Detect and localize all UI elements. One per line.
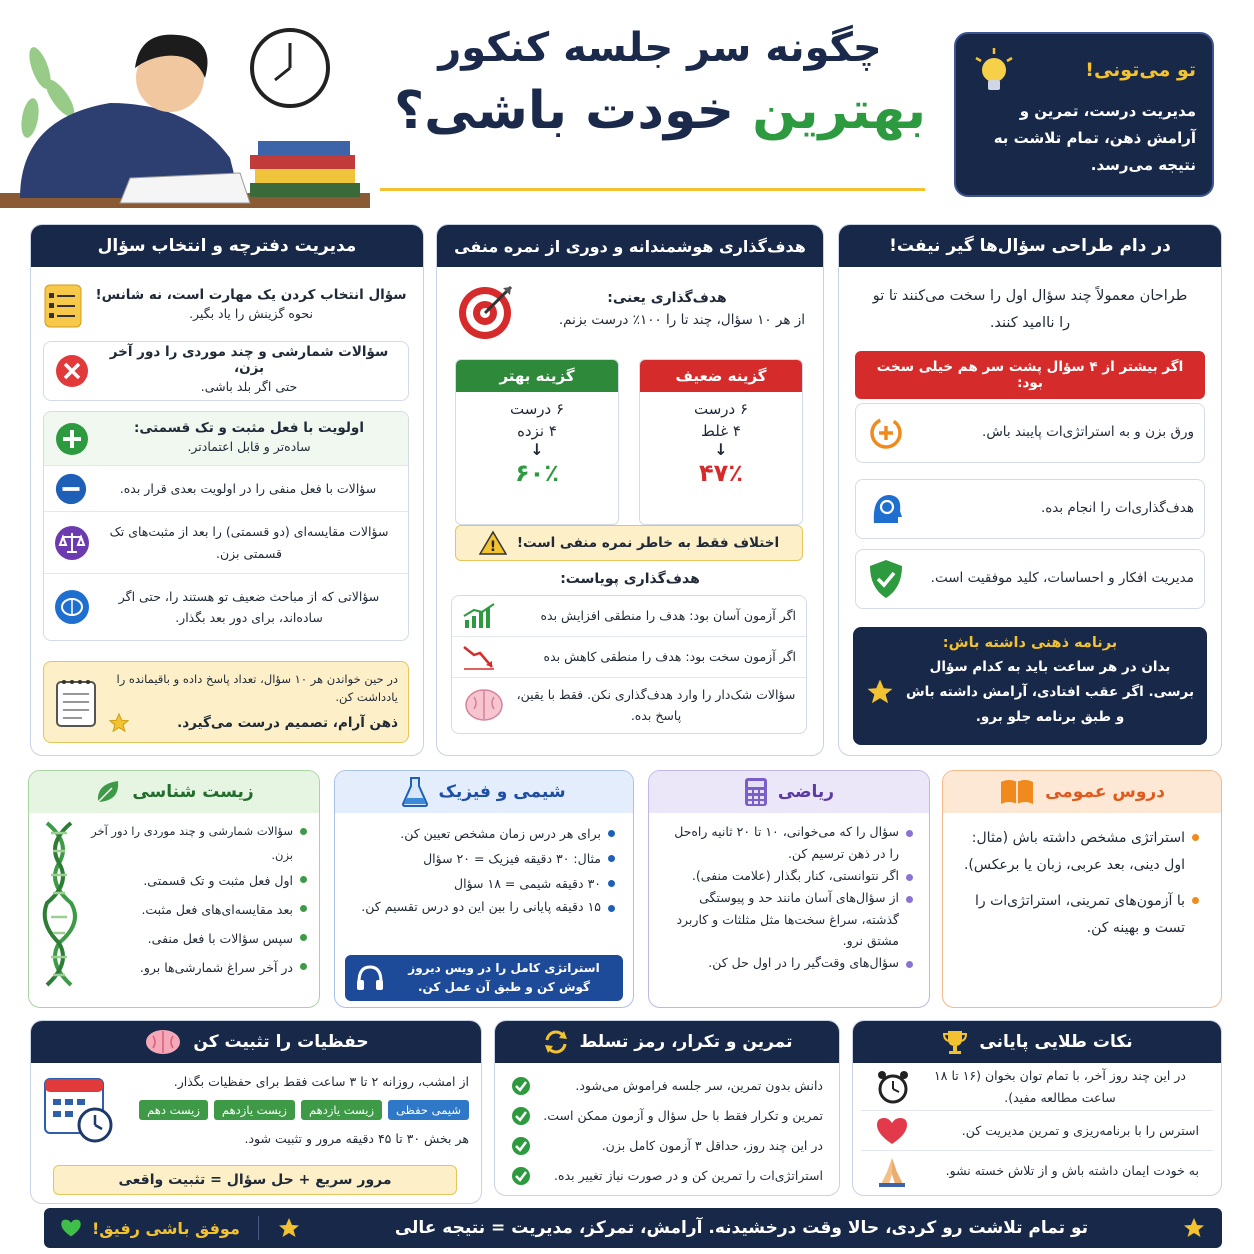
page-title [380,24,940,146]
praying-hands-icon [875,1154,909,1188]
memory-card [30,1020,482,1204]
practice-item-2-text: تمرین و تکرار فقط با حل سؤال و آزمون ممکن است. [543,1108,823,1124]
memory-tags [127,1100,469,1120]
mental-plan-box [853,627,1207,745]
dyn-item-1 [452,596,806,637]
pr-item-3-text: سؤالاتی که از مباحث ضعیف تو هستند را، حتی اگر ساده‌اند، برای دور بعد بگذار. [118,588,380,625]
practice-item-1-text: دانش بدون تمرین، سر جلسه فراموش می‌شود. [575,1078,823,1094]
chem-list [335,813,633,927]
alarm-clock-icon [875,1069,911,1105]
mind-head-icon [866,489,906,529]
priority-item-1 [44,466,408,512]
shield-check-icon [866,558,906,600]
dyn-list [451,595,807,734]
practice-item-4-text: استراتژی‌ات را تمرین کن و در صورت نیاز تغییر بده. [554,1168,823,1184]
dyn-item-2-text: اگر آزمون سخت بود: هدف را منطقی کاهش بده [543,649,796,665]
trap-item-1 [855,403,1205,463]
golden-head [853,1021,1221,1063]
booklet-card-title: مدیریت دفترچه و انتخاب سؤال [31,225,423,267]
pr-item-2-text: سؤالات مقایسه‌ای (دو قسمتی) را بعد از مثبت‌های تک قسمتی بزن. [109,524,389,561]
general-title: دروس عمومی [1045,782,1165,802]
pr-text: ساده‌تر و قابل اعتمادتر. [187,438,311,454]
bio-item-1: سؤالات شمارشی و چند موردی را دور آخر بزن. [89,819,309,867]
golden-item-1-text: در این چند روز آخر، با تمام توان بخوان (۱۶ تا ۱۸ ساعت مطالعه مفید). [934,1068,1186,1105]
title-rest: خودت باشی؟ [394,81,735,141]
practice-title: تمرین و تکرار، رمز تسلط [579,1032,793,1052]
general-card [942,770,1222,1008]
checklist-icon [43,283,83,329]
practice-item-1 [511,1071,823,1101]
practice-item-3 [511,1131,823,1161]
tip-box [954,32,1214,197]
bio-item-4: سپس سؤالات با فعل منفی. [89,925,309,954]
math-item-4: سؤال‌های وقت‌گیر را در اول حل کن. [663,952,915,974]
trap-item-2 [855,479,1205,539]
calculator-icon [744,777,768,807]
warning-icon [479,530,507,556]
dyn-item-3 [452,678,806,733]
flask-icon [402,776,428,808]
memory-head [31,1021,481,1063]
dyn-title: هدف‌گذاری پویاست: [560,571,700,587]
golden-item-2-text: استرس را با برنامه‌ریزی و تمرین مدیریت کن. [961,1122,1199,1138]
memory-tag-3: زیست یازدهم [214,1100,295,1120]
general-item-1: استراتژی مشخص داشته باش (مثال: اول دینی، بعد عربی، زبان یا برعکس). [963,825,1201,880]
note-text: در حین خواندن هر ۱۰ سؤال، تعداد پاسخ داده و باقیمانده را یادداشت کن. [116,671,398,704]
booklet-item-1 [43,277,409,335]
hero-illustration [0,8,370,208]
priority-list [43,411,409,641]
chem-item-1: برای هر درس زمان مشخص تعیین کن. [351,821,617,846]
general-list [943,813,1221,954]
better-l1: ۶ درست [509,400,565,418]
dyn-item-1-text: اگر آزمون آسان بود: هدف را منطقی افزایش بده [540,608,796,624]
better-l2: ۴ نزده [517,422,557,440]
priority-head [44,412,408,466]
plan-text: بدان در هر ساعت باید به کدام سؤال برسی. اگر عقب افتادی، آرامش داشته باش و طبق برنامه جلو برو. [905,659,1195,725]
booklet-card [30,224,424,756]
i1-bold: سؤال انتخاب کردن یک مهارت است، نه شانس! [95,287,407,304]
practice-card [494,1020,840,1196]
note-box [43,661,409,743]
goal-definition [437,267,823,349]
i1-text: نحوه گزینش را یاد بگیر. [189,306,313,322]
math-item-1: سؤال را که می‌خوانی، ۱۰ تا ۲۰ ثانیه راه‌حل را در ذهن ترسیم کن. [663,821,915,865]
tip-text: مدیریت درست، تمرین و آرامش ذهن، تمام تلاشت به نتیجه می‌رسد. [993,102,1196,174]
check-icon [511,1136,531,1156]
memory-text2: هر بخش ۳۰ تا ۴۵ دقیقه مرور و تثبیت شود. [244,1131,469,1147]
brain-circle-icon [54,589,90,625]
chem-item-4: ۱۵ دقیقه پایانی را بین این دو درس تقسیم کن. [351,896,617,919]
bio-item-2: اول فعل مثبت و تک قسمتی. [89,867,309,896]
scale-icon [54,525,90,561]
golden-item-1 [861,1063,1213,1111]
footer-side: موفق باشی رفیق! [92,1218,240,1238]
plus-circle-icon [54,421,90,457]
better-result: ۶۰٪ [515,459,559,487]
svg-text:!: ! [489,539,497,555]
notepad-icon [54,676,98,728]
check-icon [511,1076,531,1096]
target-icon [455,279,519,343]
weak-l1: ۶ درست [693,400,749,418]
plan-title: برنامه ذهنی داشته باش: [942,635,1118,651]
dyn-item-3-text: سؤالات شک‌دار را وارد هدف‌گذاری نکن. فقط با یقین، پاسخ بده. [516,687,796,724]
bio-item-3: بعد مقایسه‌ای‌های فعل مثبت. [89,896,309,925]
math-list [649,813,929,982]
pr-bold: اولویت با فعل مثبت و تک قسمتی: [134,419,364,436]
minus-circle-icon [54,472,88,506]
trap-intro: طراحان معمولاً چند سؤال اول را سخت می‌کنند تا تو را ناامید کنند. [872,288,1188,331]
def-title: هدف‌گذاری یعنی: [607,290,727,307]
brain-pink-icon [143,1027,183,1057]
refresh-plus-icon [866,413,906,453]
footer-star-icon-2 [277,1216,301,1240]
golden-item-2 [861,1111,1213,1151]
golden-card [852,1020,1222,1196]
x-circle-icon [54,353,90,389]
star-icon [865,677,895,707]
trap-card [838,224,1222,756]
note-bold: ذهن آرام، تصمیم درست می‌گیرد. [177,715,398,732]
check-icon [511,1106,531,1126]
chart-up-icon [462,602,496,630]
footer-bar [44,1208,1222,1248]
better-arrow: ↓ [530,440,544,459]
dyn-item-2 [452,637,806,678]
voice-banner[interactable] [345,955,623,1001]
practice-item-2 [511,1101,823,1131]
title-line1: چگونه سر جلسه کنکور [438,25,882,71]
def-text: از هر ۱۰ سؤال، چند تا را ۱۰۰٪ درست بزنم. [558,312,805,329]
booklet-item-2 [43,341,409,401]
memory-tag-2: زیست یازدهم [301,1100,382,1120]
bio-title: زیست شناسی [132,782,254,802]
trophy-icon [941,1028,969,1056]
calendar-clock-icon [43,1071,117,1145]
diff-text: اختلاف فقط به خاطر نمره منفی است! [516,535,780,551]
trap-item-3-text: مدیریت افکار و احساسات، کلید موفقیت است. [930,570,1194,587]
footer-main: تو تمام تلاشت رو کردی، حالا وقت درخشیدنه. آرامش، تمرکز، مدیریت = نتیجه عالی [394,1218,1089,1238]
chem-title: شیمی و فیزیک [438,782,566,802]
footer-star-icon [1182,1216,1206,1240]
heart-icon [875,1116,909,1146]
chem-item-3: ۳۰ دقیقه شیمی = ۱۸ سؤال [351,871,617,896]
option-better [455,359,619,525]
trap-item-1-text: ورق بزن و به استراتژی‌ات پایبند باش. [982,424,1194,441]
bio-list [89,819,309,982]
brain-icon [462,685,506,725]
memory-title: حفظیات را تثبیت کن [193,1032,369,1052]
memory-formula: مرور سریع + حل سؤال = تثبیت واقعی [53,1165,457,1195]
weak-arrow: ↓ [714,440,728,459]
trap-item-3 [855,549,1205,609]
chem-item-2: مثال: ۳۰ دقیقه فیزیک = ۲۰ سؤال [351,846,617,871]
math-title: ریاضی [777,782,835,802]
weak-label: گزینه ضعیف [640,360,802,392]
i2-text: حتی اگر بلد باشی. [200,379,298,395]
weak-result: ۴۷٪ [699,459,743,487]
trap-item-2-text: هدف‌گذاری‌ات را انجام بده. [1040,500,1194,517]
priority-item-3 [44,574,408,640]
i2-bold: سؤالات شمارشی و چند موردی را دور آخر بزن، [109,344,389,377]
chart-down-icon [462,643,496,671]
practice-list [495,1063,839,1196]
golden-title: نکات طلایی پایانی [979,1032,1133,1052]
lightbulb-icon [972,46,1016,94]
cycle-icon [542,1028,570,1056]
diff-box [455,525,803,561]
pr-item-1-text: سؤالات با فعل منفی را در اولویت بعدی قرار بده. [119,480,377,496]
option-weak [639,359,803,525]
practice-item-3-text: در این چند روز، حداقل ۳ آزمون کامل بزن. [601,1138,823,1154]
check-icon [511,1166,531,1186]
priority-item-2 [44,512,408,574]
goal-card [436,224,824,756]
small-star-icon [108,712,130,734]
better-label: گزینه بهتر [456,360,618,392]
golden-item-3 [861,1151,1213,1191]
leaf-icon [94,778,122,806]
title-green: بهترین [752,81,926,141]
dna-icon [39,819,79,989]
headphones-icon [355,964,385,992]
math-card [648,770,930,1008]
weak-l2: ۴ غلط [701,422,741,440]
voice-banner-text: استراتژی کامل را در ویس دیروز گوش کن و طبق آن عمل کن. [408,960,600,994]
bio-item-5: در آخر سراغ شمارشی‌ها برو. [89,954,309,983]
memory-tag-4: زیست دهم [139,1100,208,1120]
trap-card-title: در دام طراحی سؤال‌ها گیر نیفت! [839,225,1221,267]
bio-card [28,770,320,1008]
title-underline [380,188,925,191]
golden-item-3-text: به خودت ایمان داشته باش و از تلاش خسته نشو. [945,1163,1199,1179]
memory-intro: از امشب، روزانه ۲ تا ۳ ساعت فقط برای حفظیات بگذار. [173,1074,469,1089]
math-item-2: اگر نتوانستی، کنار بگذار (علامت منفی). [663,865,915,887]
practice-head [495,1021,839,1063]
practice-item-4 [511,1161,823,1191]
math-item-3: از سؤال‌های آسان مانند حد و پیوستگی گذشته، سراغ سخت‌ها مثل مثلثات و کاربرد مشتق نرو. [663,887,915,953]
book-icon [999,778,1035,806]
trap-alert: اگر بیشتر از ۴ سؤال پشت سر هم خیلی سخت بود: [855,351,1205,399]
tip-title: تو می‌تونی! [1085,59,1196,81]
memory-tag-1: شیمی حفظی [388,1100,469,1120]
goal-card-title: هدف‌گذاری هوشمندانه و دوری از نمره منفی [437,225,823,267]
chem-card [334,770,634,1008]
green-heart-icon [60,1218,82,1238]
general-item-2: با آزمون‌های تمرینی، استراتژی‌ات را تست و بهینه کن. [963,888,1201,943]
